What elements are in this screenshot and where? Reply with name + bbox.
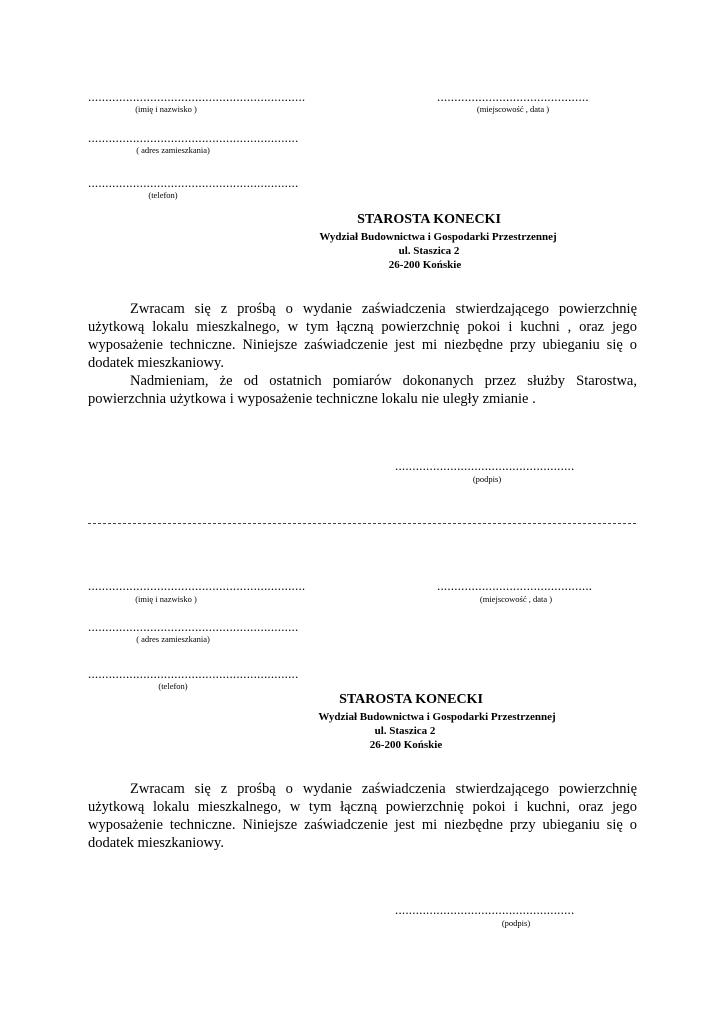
phone-field[interactable]: .............................................................	[88, 666, 299, 681]
place-date-field[interactable]: .............................................	[437, 578, 593, 593]
request-paragraph: Zwracam się z prośbą o wydanie zaświadczenia stwierdzającego powierzchnię użytkową lokalu mieszkalnego, w tym łączną powierzchnię pokoi i kuchni, oraz jego wyposażenie techniczne. Niniejsze zaświadczenie jest mi niezbędne przy ubieganiu się o dodatek mieszkaniowy.	[88, 781, 637, 851]
place-date-label: (miejscowość , data )	[476, 104, 550, 114]
address-field[interactable]: .............................................................	[88, 130, 299, 145]
request-paragraph: Zwracam się z prośbą o wydanie zaświadczenia stwierdzającego powierzchnię użytkową lokalu mieszkalnego, w tym łączną powierzchnię pokoi i kuchni , oraz jego wyposażenie techniczne. Niniejsze zaświadczenie jest mi niezbędne przy ubieganiu się o dodatek mieszkaniowy.	[88, 301, 637, 371]
recipient-city: 26-200 Końskie	[369, 739, 443, 751]
place-date-field[interactable]: ............................................	[437, 89, 589, 104]
recipient-title: STAROSTA KONECKI	[357, 212, 501, 227]
recipient-street: ul. Staszica 2	[374, 725, 436, 737]
request-body	[88, 300, 637, 408]
address-label: ( adres zamieszkania)	[136, 145, 210, 155]
recipient-street: ul. Staszica 2	[398, 245, 460, 257]
cut-line-divider	[88, 523, 636, 524]
recipient-department: Wydział Budownictwa i Gospodarki Przestrzennej	[319, 231, 557, 243]
recipient-department: Wydział Budownictwa i Gospodarki Przestrzennej	[318, 711, 556, 723]
name-field[interactable]: ...............................................................	[88, 89, 306, 104]
recipient-title: STAROSTA KONECKI	[339, 692, 483, 707]
signature-label: (podpis)	[501, 918, 531, 928]
request-body	[88, 780, 637, 852]
name-label: (imię i nazwisko )	[135, 594, 197, 604]
statement-paragraph: Nadmieniam, że od ostatnich pomiarów dokonanych przez służby Starostwa, powierzchnia użytkowa i wyposażenie techniczne lokalu nie uległy zmianie .	[88, 373, 637, 407]
place-date-label: (miejscowość , data )	[479, 594, 553, 604]
recipient-city: 26-200 Końskie	[388, 259, 462, 271]
address-field[interactable]: .............................................................	[88, 619, 299, 634]
phone-label: (telefon)	[148, 190, 178, 200]
address-label: ( adres zamieszkania)	[136, 634, 210, 644]
signature-field[interactable]: ....................................................	[395, 902, 575, 917]
signature-field[interactable]: ....................................................	[395, 458, 575, 473]
phone-label: (telefon)	[158, 681, 188, 691]
signature-label: (podpis)	[472, 474, 502, 484]
name-label: (imię i nazwisko )	[135, 104, 197, 114]
phone-field[interactable]: .............................................................	[88, 175, 299, 190]
name-field[interactable]: ...............................................................	[88, 578, 306, 593]
